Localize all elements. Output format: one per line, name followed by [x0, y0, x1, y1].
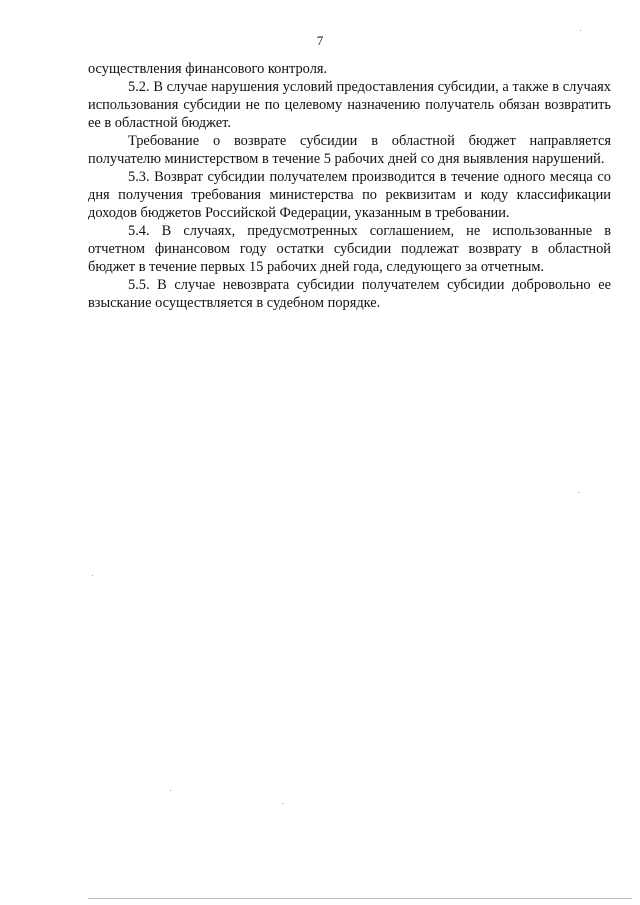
scan-speck — [578, 492, 579, 493]
scan-speck — [282, 803, 283, 804]
page-bottom-edge — [88, 898, 632, 899]
paragraph-5-2: 5.2. В случае нарушения условий предоставления субсидии, а также в случаях использования субсидии не по целевому назначению получатель обязан возвратить ее в областной бюджет. — [88, 79, 611, 131]
paragraph-5-4: 5.4. В случаях, предусмотренных соглашением, не использованные в отчетном финансовом году остатки субсидии подлежат возврату в областной бюджет в течение первых 15 рабочих дней года, следующего за отчетным. — [88, 223, 611, 275]
scan-speck — [580, 30, 581, 31]
paragraph-5-5: 5.5. В случае невозврата субсидии получателем субсидии добровольно ее взыскание осуществляется в судебном порядке. — [88, 277, 611, 311]
document-text — [88, 60, 611, 312]
scan-speck — [92, 575, 93, 576]
page-number: 7 — [316, 33, 324, 48]
paragraph-refund-request: Требование о возврате субсидии в областной бюджет направляется получателю министерством в течение 5 рабочих дней со дня выявления нарушений. — [88, 133, 611, 167]
paragraph-continuation: осуществления финансового контроля. — [88, 61, 328, 77]
paragraph-5-3: 5.3. Возврат субсидии получателем производится в течение одного месяца со дня получения требования министерства по реквизитам и коду классификации доходов бюджетов Российской Федерации, указанным в требовании. — [88, 169, 611, 221]
scan-speck — [170, 790, 171, 791]
